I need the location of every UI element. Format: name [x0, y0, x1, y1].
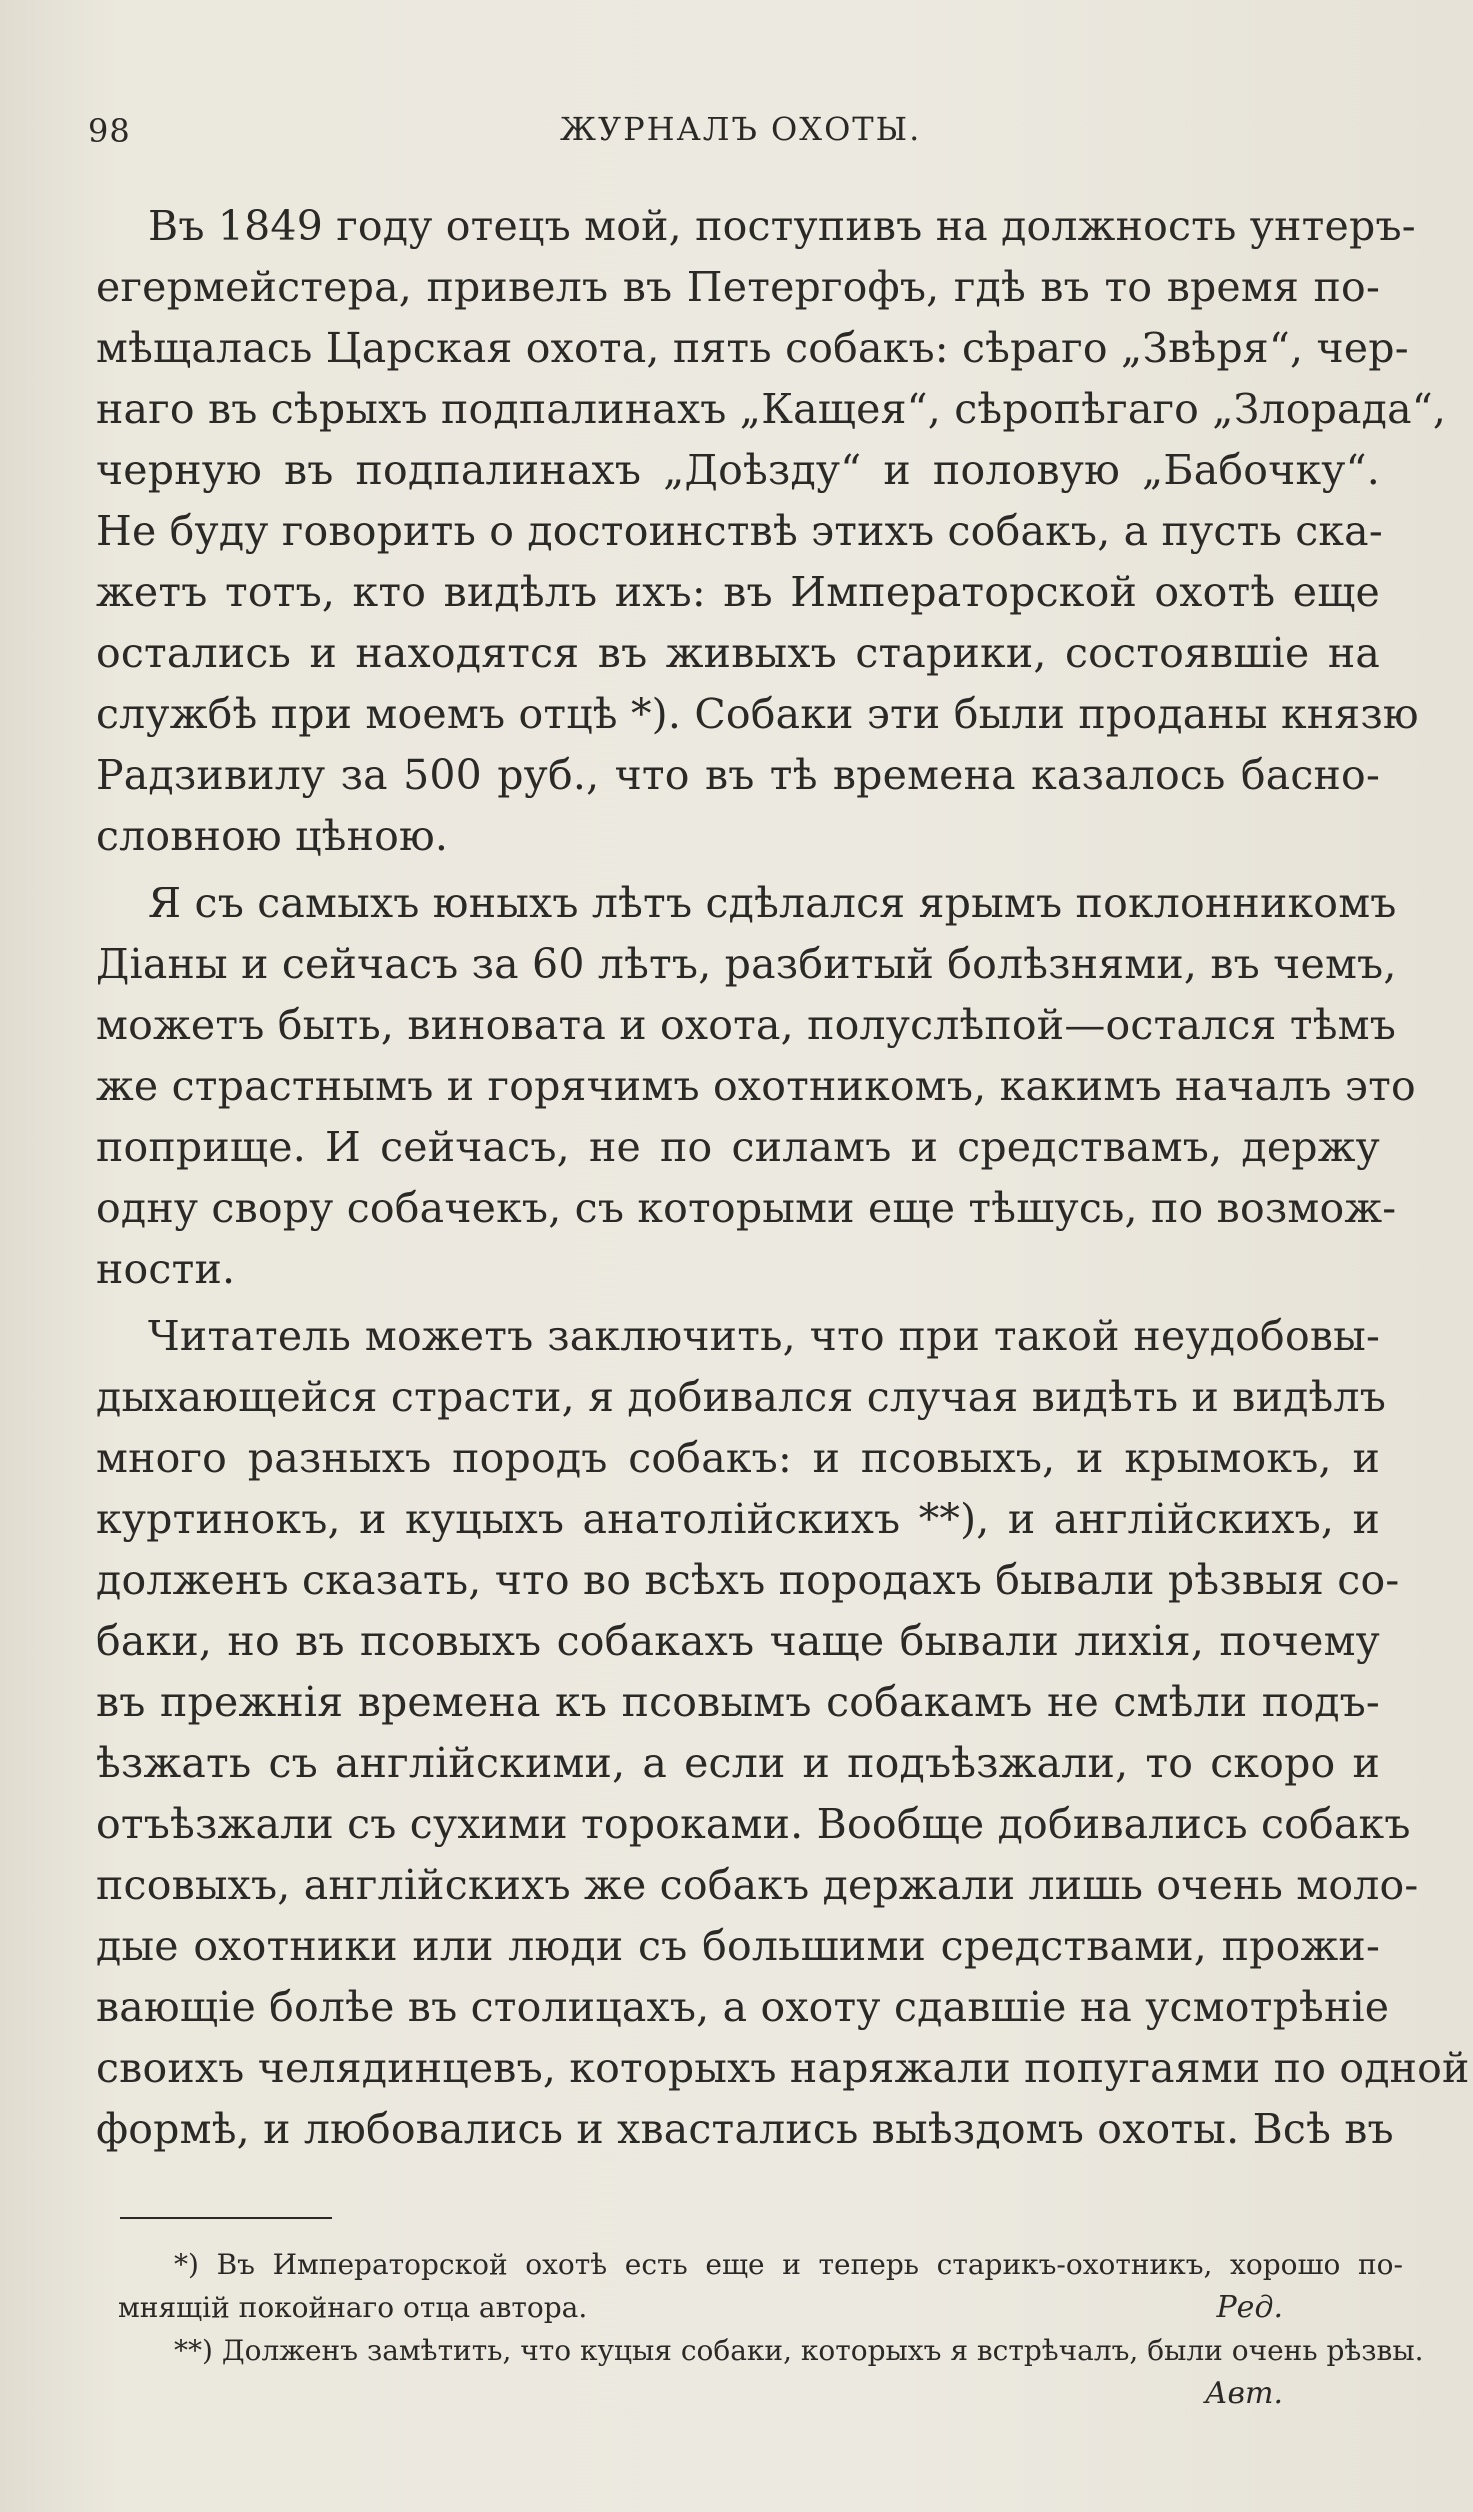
- text-line: ности.: [96, 1245, 236, 1293]
- text-line: Радзивилу за 500 руб., что въ тѣ времена казалось басно-: [96, 751, 1380, 799]
- text-line: много разныхъ породъ собакъ: и псовыхъ, и крымокъ, и: [96, 1434, 1380, 1482]
- text-line: службѣ при моемъ отцѣ *). Собаки эти были проданы князю: [96, 690, 1419, 738]
- footnote-signature: Авт.: [1204, 2376, 1283, 2411]
- footnote-line-with-signature: [118, 2286, 1403, 2330]
- body-text: [96, 196, 1470, 2160]
- footnote-divider: [120, 2217, 332, 2219]
- text-line: баки, но въ псовыхъ собакахъ чаще бывали лихія, почему: [96, 1617, 1380, 1665]
- footnote-signature-line: [118, 2372, 1403, 2416]
- footnote-line: **) Долженъ замѣтить, что куцыя собаки, которыхъ я встрѣчалъ, были очень рѣзвы.: [174, 2334, 1424, 2367]
- text-line: поприще. И сейчасъ, не по силамъ и средствамъ, держу: [96, 1123, 1380, 1171]
- text-line: псовыхъ, англійскихъ же собакъ держали лишь очень моло-: [96, 1861, 1419, 1909]
- footnote-text: мнящій покойнаго отца автора.: [118, 2291, 588, 2324]
- text-line: остались и находятся въ живыхъ старики, состоявшіе на: [96, 629, 1380, 677]
- text-line: мѣщалась Царская охота, пять собакъ: сѣраго „Звѣря“, чер-: [96, 324, 1409, 372]
- text-line: дые охотники или люди съ большими средствами, прожи-: [96, 1922, 1380, 1970]
- text-line: куртинокъ, и куцыхъ анатолійскихъ **), и англійскихъ, и: [96, 1495, 1380, 1543]
- text-line: долженъ сказать, что во всѣхъ породахъ бывали рѣзвыя со-: [96, 1556, 1400, 1604]
- text-line: егермейстера, привелъ въ Петергофъ, гдѣ въ то время по-: [96, 263, 1380, 311]
- text-line: своихъ челядинцевъ, которыхъ наряжали попугаями по одной: [96, 2044, 1470, 2092]
- text-line: жетъ тотъ, кто видѣлъ ихъ: въ Императорской охотѣ еще: [96, 568, 1380, 616]
- text-line: въ прежнія времена къ псовымъ собакамъ не смѣли подъ-: [96, 1678, 1380, 1726]
- text-line: наго въ сѣрыхъ подпалинахъ „Кащея“, сѣропѣгаго „Злорада“,: [96, 385, 1447, 433]
- footnote-line: *) Въ Императорской охотѣ есть еще и теперь старикъ-охотникъ, хорошо по-: [174, 2248, 1403, 2281]
- text-line: же страстнымъ и горячимъ охотникомъ, какимъ началъ это: [96, 1062, 1416, 1110]
- text-line: Я съ самыхъ юныхъ лѣтъ сдѣлался ярымъ поклонникомъ: [148, 879, 1397, 927]
- text-line: черную въ подпалинахъ „Доѣзду“ и половую „Бабочку“.: [96, 446, 1380, 494]
- running-head: ЖУРНАЛЪ ОХОТЫ.: [560, 110, 922, 148]
- text-line: отъѣзжали съ сухими тороками. Вообще добивались собакъ: [96, 1800, 1411, 1848]
- text-line: можетъ быть, виновата и охота, полуслѣпой—остался тѣмъ: [96, 1001, 1396, 1049]
- text-line: формѣ, и любовались и хвастались выѣздомъ охоты. Всѣ въ: [96, 2105, 1394, 2153]
- footnote-signature: Ред.: [1216, 2290, 1283, 2325]
- text-line: словною цѣною.: [96, 812, 449, 860]
- text-line: одну свору собачекъ, съ которыми еще тѣшусь, по возмож-: [96, 1184, 1397, 1232]
- text-line: вающіе болѣе въ столицахъ, а охоту сдавшіе на усмотрѣніе: [96, 1983, 1390, 2031]
- text-line: Въ 1849 году отецъ мой, поступивъ на должность унтеръ-: [148, 202, 1416, 250]
- text-line: Читатель можетъ заключить, что при такой неудобовы-: [148, 1312, 1380, 1360]
- text-line: дыхающейся страсти, я добивался случая видѣть и видѣлъ: [96, 1373, 1387, 1421]
- page-number: 98: [88, 112, 131, 150]
- text-line: Діаны и сейчасъ за 60 лѣтъ, разбитый болѣзнями, въ чемъ,: [96, 940, 1397, 988]
- text-line: Не буду говорить о достоинствѣ этихъ собакъ, а пусть ска-: [96, 507, 1383, 555]
- text-line: ѣзжать съ англійскими, а если и подъѣзжали, то скоро и: [96, 1739, 1380, 1787]
- footnotes: [118, 2244, 1424, 2416]
